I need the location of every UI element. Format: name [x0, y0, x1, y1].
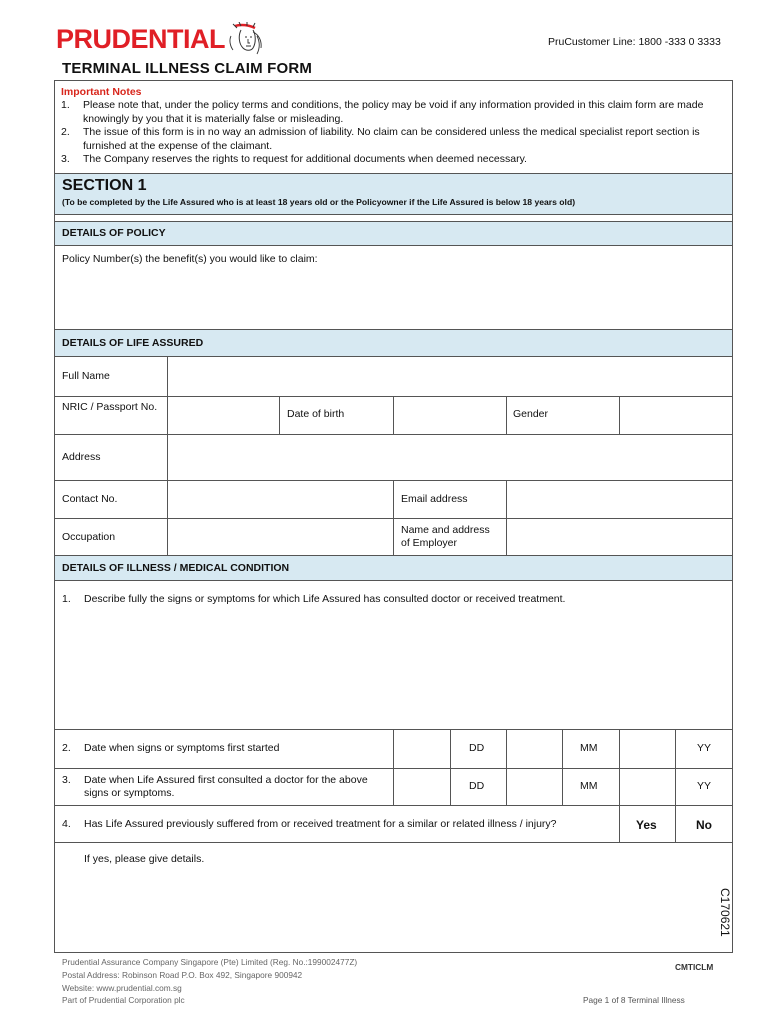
- yy-label: YY: [697, 742, 712, 754]
- q2-day-input[interactable]: [394, 730, 450, 768]
- note-item: [61, 153, 726, 167]
- divider: [55, 805, 732, 806]
- question-text: Has Life Assured previously suffered from or received treatment for a similar or related illness / injury?: [84, 818, 557, 830]
- note-text: The Company reserves the rights to request for additional documents when deemed necessary.: [83, 153, 527, 165]
- note-text: The issue of this form is in no way an admission of liability. No claim can be considered unless the medical specialist report section is furnished at the expense of the claimant.: [83, 126, 700, 152]
- symptoms-input[interactable]: [55, 611, 732, 729]
- no-option[interactable]: No: [696, 818, 712, 832]
- life-assured-header: [55, 329, 732, 357]
- section-1-header: [55, 173, 732, 215]
- q2-month-input[interactable]: [507, 730, 562, 768]
- email-label: Email address: [401, 493, 468, 505]
- policy-details-heading: DETAILS OF POLICY: [62, 227, 166, 239]
- gender-label: Gender: [513, 408, 549, 420]
- previous-illness-details-input[interactable]: [55, 871, 732, 953]
- q3-year-input[interactable]: [620, 769, 675, 805]
- section-title: SECTION 1: [62, 177, 147, 194]
- life-assured-heading: DETAILS OF LIFE ASSURED: [62, 337, 204, 349]
- question-1: [62, 593, 722, 606]
- company-name: Prudential Assurance Company Singapore (Pte) Limited (Reg. No.:199002477Z): [62, 957, 358, 967]
- parent-company: Part of Prudential Corporation plc: [62, 995, 185, 1006]
- dd-label: DD: [469, 780, 485, 792]
- divider: [619, 805, 620, 842]
- note-item: [61, 126, 726, 153]
- nric-input[interactable]: [168, 397, 278, 434]
- email-input[interactable]: [507, 481, 732, 518]
- note-item: [61, 99, 726, 126]
- contact-label: Contact No.: [62, 493, 118, 505]
- yes-option[interactable]: Yes: [636, 818, 657, 832]
- mm-label: MM: [580, 780, 598, 792]
- prudential-logo: [56, 22, 271, 56]
- illness-details-header: [55, 555, 732, 581]
- note-number: 1.: [61, 99, 70, 111]
- full-name-label: Full Name: [62, 370, 110, 382]
- contact-input[interactable]: [168, 481, 392, 518]
- q3-month-input[interactable]: [507, 769, 562, 805]
- q2-year-input[interactable]: [620, 730, 675, 768]
- divider: [506, 396, 507, 434]
- page-number: Page 1 of 8 Terminal Illness: [583, 995, 685, 1005]
- note-text: Please note that, under the policy terms and conditions, the policy may be void if any information provided in this claim form are made knowingly by you that it is materially false or misleading.: [83, 99, 704, 125]
- form-title: TERMINAL ILLNESS CLAIM FORM: [62, 60, 313, 77]
- full-name-input[interactable]: [168, 358, 732, 395]
- question-text: Date when signs or symptoms first started: [84, 742, 280, 754]
- divider: [279, 396, 280, 434]
- divider: [562, 729, 563, 805]
- occupation-input[interactable]: [168, 519, 392, 555]
- postal-address: Postal Address: Robinson Road P.O. Box 492, Singapore 900942: [62, 969, 303, 980]
- yy-label: YY: [697, 780, 712, 792]
- policy-number-label: Policy Number(s) the benefit(s) you would like to claim:: [62, 253, 318, 265]
- lady-prudence-icon: [227, 22, 271, 56]
- question-number: 1.: [62, 593, 71, 605]
- nric-label: NRIC / Passport No.: [62, 401, 158, 413]
- footer-form-code: CMTICLM: [675, 962, 714, 972]
- dob-input[interactable]: [394, 397, 505, 434]
- dob-label: Date of birth: [287, 408, 345, 420]
- notes-title: Important Notes: [61, 86, 142, 98]
- footer-company-info: [62, 956, 357, 1007]
- question-text: Describe fully the signs or symptoms for which Life Assured has consulted doctor or received treatment.: [84, 593, 566, 605]
- policy-details-header: [55, 221, 732, 246]
- mm-label: MM: [580, 742, 598, 754]
- note-number: 3.: [61, 153, 70, 165]
- section-subtitle: (To be completed by the Life Assured who is at least 18 years old or the Policyowner if the Life Assured is below 18 years old): [62, 197, 576, 207]
- occupation-label: Occupation: [62, 531, 116, 543]
- brand-name: PRUDENTIAL: [56, 23, 225, 54]
- note-number: 2.: [61, 126, 70, 138]
- divider: [675, 729, 676, 805]
- gender-input[interactable]: [620, 397, 732, 434]
- dd-label: DD: [469, 742, 485, 754]
- question-number: 2.: [62, 742, 71, 754]
- question-number: 3.: [62, 774, 71, 786]
- customer-hotline: PruCustomer Line: 1800 -333 0 3333: [548, 36, 721, 48]
- divider: [55, 842, 732, 843]
- divider: [675, 805, 676, 842]
- claim-form: [54, 80, 733, 953]
- website: Website: www.prudential.com.sg: [62, 982, 182, 993]
- question-2: [62, 742, 280, 755]
- important-notes: [55, 81, 732, 173]
- question-number: 4.: [62, 818, 71, 830]
- question-3: [62, 774, 382, 800]
- q3-day-input[interactable]: [394, 769, 450, 805]
- employer-label: Name and address of Employer: [401, 524, 490, 549]
- address-input[interactable]: [168, 435, 732, 480]
- divider: [393, 480, 394, 555]
- divider: [450, 729, 451, 805]
- policy-number-input[interactable]: [55, 269, 732, 327]
- employer-input[interactable]: [507, 519, 732, 555]
- details-label: If yes, please give details.: [84, 853, 205, 865]
- illness-details-heading: DETAILS OF ILLNESS / MEDICAL CONDITION: [62, 562, 290, 574]
- question-text: Date when Life Assured first consulted a doctor for the above signs or symptoms.: [84, 774, 368, 799]
- question-4: [62, 818, 612, 831]
- address-label: Address: [62, 451, 101, 463]
- form-version-code: C170621: [718, 888, 732, 937]
